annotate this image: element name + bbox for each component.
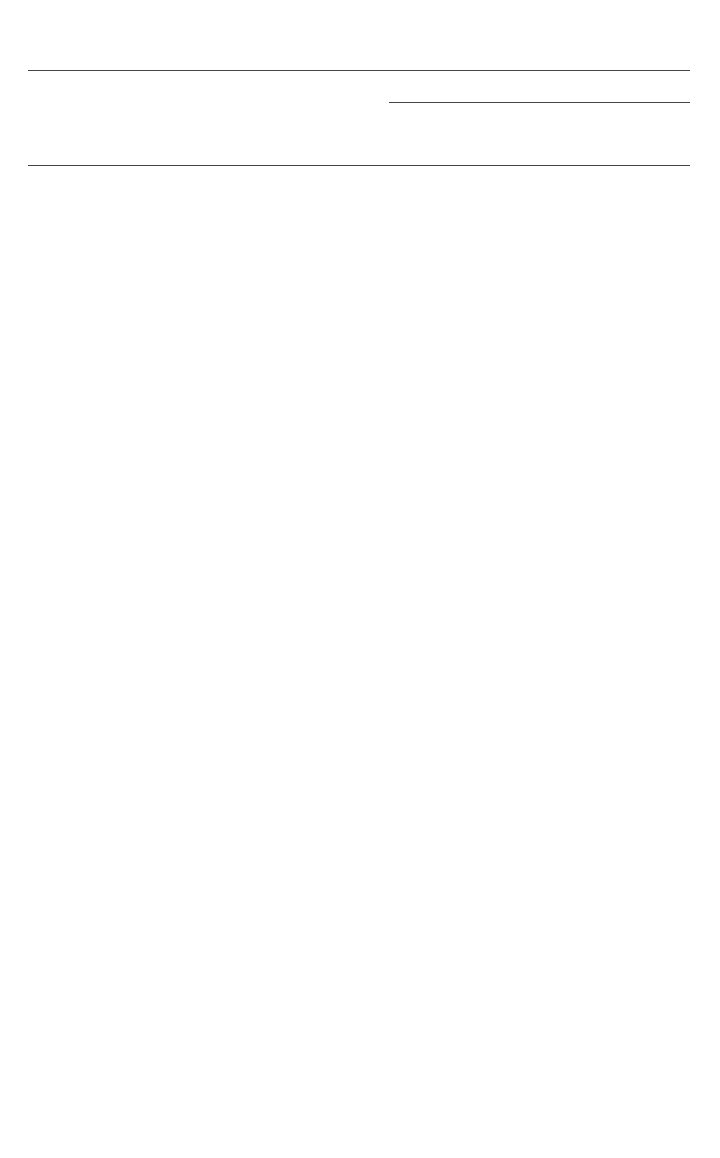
- n-rule: [389, 102, 690, 103]
- header-rule: [28, 165, 690, 166]
- top-rule: [28, 70, 690, 71]
